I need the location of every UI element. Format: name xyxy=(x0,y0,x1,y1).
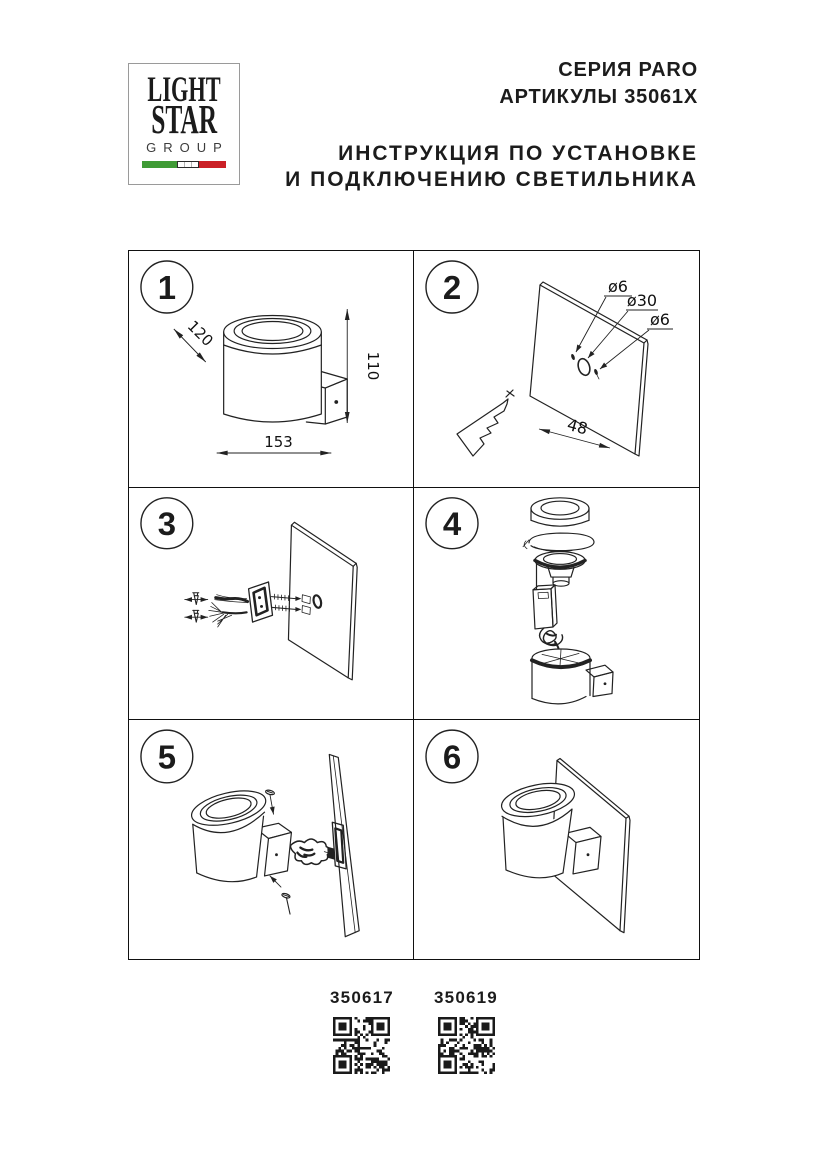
step-number: 1 xyxy=(157,268,177,307)
instruction-title-line2: И ПОДКЛЮЧЕНИЮ СВЕТИЛЬНИКА xyxy=(285,168,698,191)
step-1-drawing-lamp-dimensions xyxy=(129,251,413,487)
screw-icon-bottom xyxy=(185,610,208,622)
product-code-label: 350619 xyxy=(434,988,498,1007)
lamp-cylinder xyxy=(499,778,577,878)
screw-icon-top xyxy=(185,593,208,605)
lamp-cylinder xyxy=(188,785,269,882)
instruction-grid xyxy=(128,250,700,960)
screw-top xyxy=(265,789,275,814)
italian-flag-bar xyxy=(142,161,226,168)
gasket-ring xyxy=(523,533,594,551)
step-number: 5 xyxy=(157,739,177,777)
logo-word-light: LIGHT xyxy=(147,69,221,109)
step-3-drawing-bracket-mounting xyxy=(129,488,413,719)
step-2-cell xyxy=(414,251,699,488)
product-code-label: 350617 xyxy=(330,988,394,1007)
series-title: СЕРИЯ PARO xyxy=(558,59,698,81)
lamp-body xyxy=(532,649,613,704)
qr-code-350617 xyxy=(333,1017,390,1074)
hole-diameter-label-3: ø6 xyxy=(650,310,670,329)
flag-white-segment xyxy=(177,161,199,168)
wire-knot xyxy=(290,839,333,864)
step-4-cell xyxy=(414,488,699,720)
step-6-drawing-final-assembly xyxy=(414,720,699,959)
step-6-cell xyxy=(414,720,699,959)
driver-box xyxy=(533,585,557,629)
logo-word-group: GROUP xyxy=(146,140,229,155)
wall-hole xyxy=(312,595,322,609)
step-number: 2 xyxy=(442,269,462,306)
header-titles xyxy=(285,57,698,193)
diffuser-module xyxy=(535,552,585,589)
step-1-cell xyxy=(129,251,414,488)
step-2-drawing-wall-drilling xyxy=(414,251,699,487)
flag-red-segment xyxy=(199,161,226,168)
step-number: 6 xyxy=(442,739,462,777)
hole-spacing-label: 48 xyxy=(565,414,590,439)
step-3-cell xyxy=(129,488,414,720)
dim-height-label: 110 xyxy=(364,351,383,381)
step-number: 4 xyxy=(442,505,462,542)
step-4-drawing-exploded-view xyxy=(414,488,699,719)
qr-code-350619 xyxy=(438,1017,495,1074)
wall-mount-bracket xyxy=(565,827,601,874)
dim-width-label: 153 xyxy=(264,432,293,452)
supply-wires xyxy=(209,595,248,627)
product-code-right xyxy=(396,988,536,1008)
bezel-ring xyxy=(531,498,589,526)
step-5-cell xyxy=(129,720,414,959)
screw-bottom xyxy=(270,876,291,914)
wall-panel xyxy=(288,522,357,680)
articles-title: АРТИКУЛЫ 35061X xyxy=(499,86,698,108)
drill-holes xyxy=(570,353,599,379)
mounting-screws xyxy=(271,594,310,614)
hole-diameter-label-2: ø30 xyxy=(626,291,658,310)
lightstar-logo xyxy=(128,63,240,185)
mounting-plate xyxy=(249,582,273,622)
lamp-cylinder xyxy=(224,316,322,423)
dim-depth-label: 120 xyxy=(183,316,217,350)
hole-diameter-label-1: ø6 xyxy=(608,277,628,296)
logo-word-star: STAR xyxy=(151,96,217,142)
instruction-title-line1: ИНСТРУКЦИЯ ПО УСТАНОВКЕ xyxy=(338,142,698,165)
drill-tool xyxy=(457,390,514,456)
wall-plate xyxy=(327,822,346,869)
step-number: 3 xyxy=(157,505,177,542)
flag-green-segment xyxy=(142,161,177,168)
wire-knot xyxy=(540,628,563,651)
step-5-drawing-wiring-connection xyxy=(129,720,413,959)
